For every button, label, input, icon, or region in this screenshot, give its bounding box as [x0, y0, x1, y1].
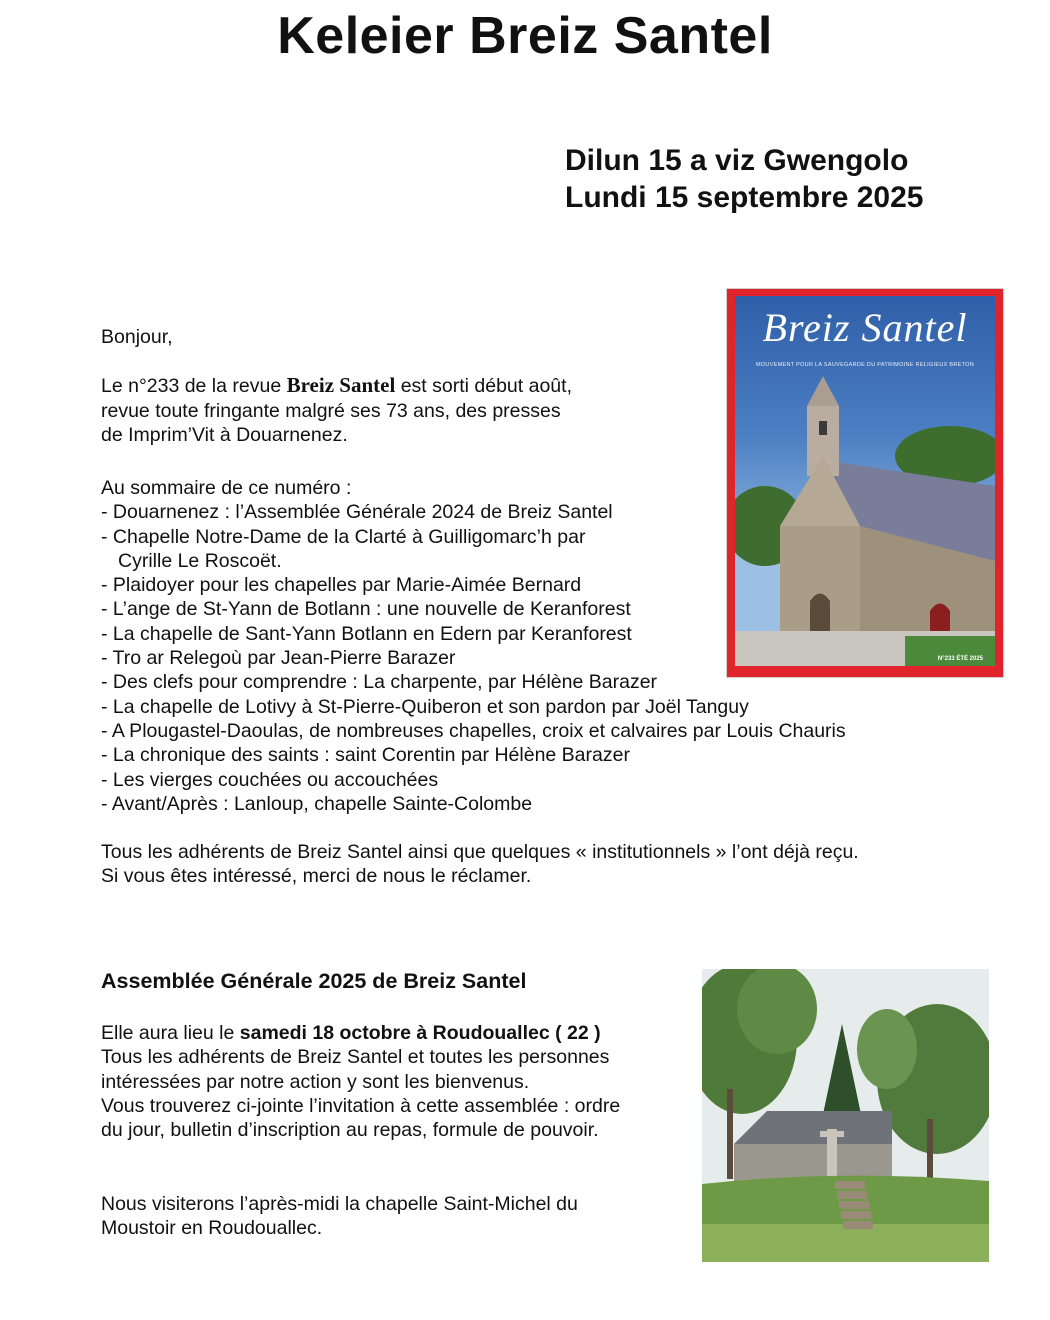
- date-french: Lundi 15 septembre 2025: [565, 181, 924, 214]
- intro-paragraph: [101, 325, 572, 447]
- cover-title: Breiz Santel: [762, 305, 968, 350]
- magazine-cover: [727, 289, 1003, 677]
- visit-line-2: Moustoir en Roudouallec.: [101, 1217, 323, 1240]
- chapel-photo-illustration: [702, 969, 989, 1262]
- list-item: - La chronique des saints : saint Corentin par Hélène Barazer: [101, 744, 630, 767]
- intro-line-2: revue toute fringante malgré ses 73 ans, des presses: [101, 399, 561, 422]
- assembly-line-3: intéressées par notre action y sont les bienvenus.: [101, 1070, 530, 1093]
- brand-name: Breiz Santel: [286, 373, 396, 398]
- chapel-photo: [702, 969, 989, 1262]
- list-item: - Les vierges couchées ou accouchées: [101, 768, 439, 791]
- list-item: - Tro ar Relegoù par Jean-Pierre Barazer: [101, 647, 456, 670]
- visit-paragraph: [101, 1192, 578, 1241]
- intro-line-3: de Imprim’Vit à Douarnenez.: [101, 423, 348, 446]
- list-item: Cyrille Le Roscoët.: [118, 549, 282, 572]
- list-item: - Douarnenez : l’Assemblée Générale 2024 de Breiz Santel: [101, 501, 613, 524]
- assembly-line-1: [101, 1021, 620, 1045]
- assembly-line-2: Tous les adhérents de Breiz Santel et toutes les personnes: [101, 1046, 610, 1069]
- list-item: - La chapelle de Sant-Yann Botlann en Edern par Keranforest: [101, 622, 632, 645]
- list-item: - La chapelle de Lotivy à St-Pierre-Quiberon et son pardon par Joël Tanguy: [101, 695, 749, 718]
- assembly-line-4: Vous trouverez ci-jointe l’invitation à cette assemblée : ordre: [101, 1094, 621, 1117]
- contents-heading: Au sommaire de ce numéro :: [101, 477, 352, 499]
- list-item: - Chapelle Notre-Dame de la Clarté à Guilligomarc’h par: [101, 525, 586, 548]
- intro-line-1: [101, 373, 572, 398]
- list-item: - Des clefs pour comprendre : La charpente, par Hélène Barazer: [101, 671, 658, 694]
- greeting: Bonjour,: [101, 326, 173, 348]
- date-block: [565, 142, 923, 216]
- visit-line-1: Nous visiterons l’après-midi la chapelle Saint-Michel du: [101, 1193, 578, 1215]
- assembly-date-place: samedi 18 octobre à Roudouallec ( 22 ): [239, 1022, 601, 1044]
- assembly-line-1-prefix: Elle aura lieu le: [101, 1022, 240, 1044]
- assembly-line-5: du jour, bulletin d’inscription au repas, formule de pouvoir.: [101, 1119, 599, 1142]
- list-item: - A Plougastel-Daoulas, de nombreuses chapelles, croix et calvaires par Louis Chauris: [101, 719, 846, 742]
- chapel-cover-illustration: [735, 296, 995, 666]
- intro-line-1-prefix: Le n°233 de la revue: [101, 375, 287, 398]
- cover-subtitle: MOUVEMENT POUR LA SAUVEGARDE DU PATRIMOINE RELIGIEUX BRETON: [755, 362, 975, 368]
- cover-image: [735, 296, 995, 666]
- date-breton: Dilun 15 a viz Gwengolo: [565, 144, 909, 177]
- cover-issue: N°233 ÉTÉ 2025: [937, 656, 983, 662]
- contents-note-1: Tous les adhérents de Breiz Santel ainsi que quelques « institutionnels » l’ont déjà reçu.: [101, 841, 859, 864]
- assembly-paragraph: [101, 1021, 620, 1142]
- section-title-assembly: Assemblée Générale 2025 de Breiz Santel: [101, 969, 527, 993]
- list-item: - Plaidoyer pour les chapelles par Marie-Aimée Bernard: [101, 574, 582, 597]
- list-item: - L’ange de St-Yann de Botlann : une nouvelle de Keranforest: [101, 598, 631, 621]
- page-title: Keleier Breiz Santel: [277, 7, 773, 65]
- list-item: - Avant/Après : Lanloup, chapelle Sainte-Colombe: [101, 792, 533, 815]
- intro-line-1-suffix: est sorti début août,: [395, 375, 572, 398]
- contents-note-2: Si vous êtes intéressé, merci de nous le réclamer.: [101, 865, 532, 888]
